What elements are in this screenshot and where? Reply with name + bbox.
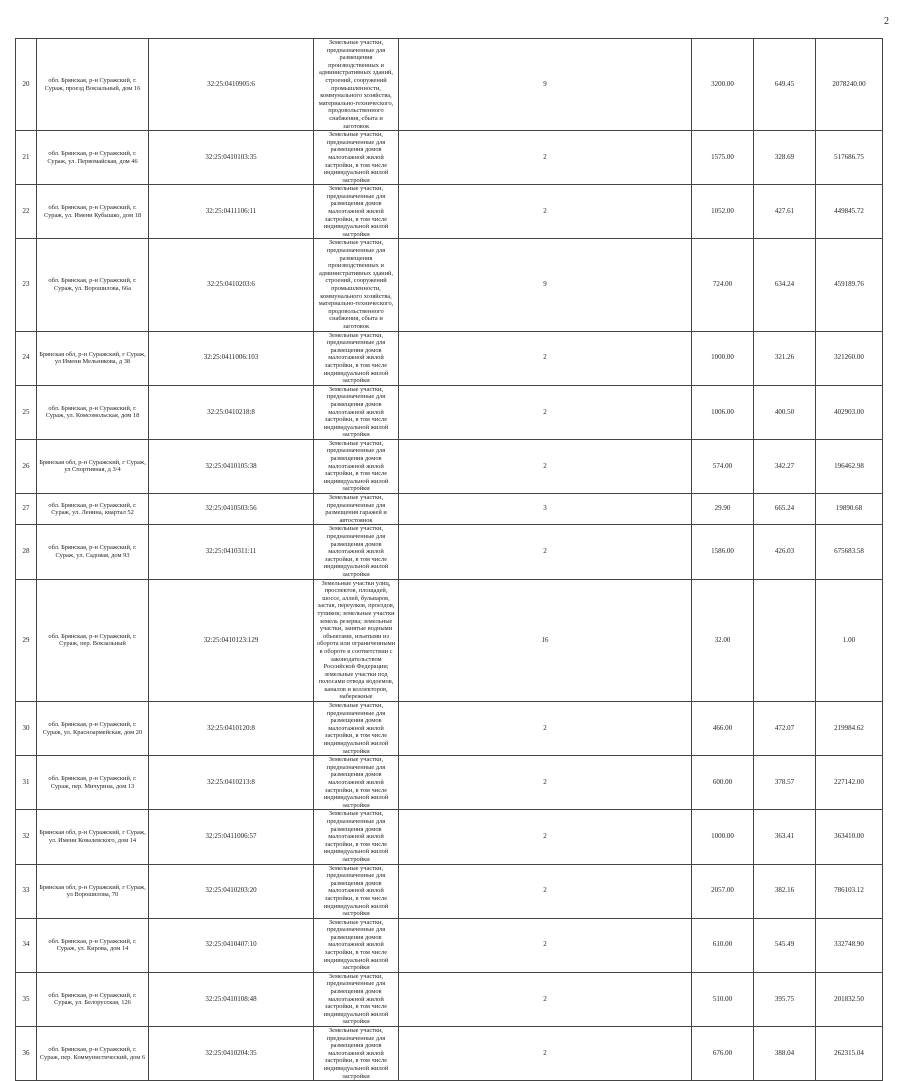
specific-value-cell: 382.16	[754, 864, 816, 918]
specific-value-cell: 363.41	[754, 810, 816, 864]
address-cell: Брянская обл, р-н Суражский, г Сураж, ул. Имени Ковалевского, дом 14	[37, 810, 149, 864]
table-row	[16, 239, 883, 331]
address-cell: Брянская обл, р-н Суражский, г Сураж, ул Имени Мельникова, д 38	[37, 331, 149, 385]
address-cell: обл. Брянская, р-н Суражский, г. Сураж, пер. Вокзальный	[37, 579, 149, 702]
cadastral-number-cell: 32:25:0410108:48	[149, 972, 314, 1026]
group-cell: 2	[399, 439, 692, 493]
area-cell: 1575.00	[692, 131, 754, 185]
specific-value-cell: 634.24	[754, 239, 816, 331]
row-number-cell: 26	[16, 439, 37, 493]
group-cell: 2	[399, 810, 692, 864]
address-cell: обл. Брянская, р-н Суражский, г. Сураж, ул. Ленина, квартал 52	[37, 494, 149, 525]
address-cell: Брянская обл, р-н Суражский, г Сураж, ул Ворошилова, 70	[37, 864, 149, 918]
cadastral-value-cell: 196462.98	[816, 439, 883, 493]
cadastral-number-cell: 32:25:0410103:35	[149, 131, 314, 185]
table-body	[16, 39, 883, 1081]
cadastral-number-cell: 32:25:0410503:56	[149, 494, 314, 525]
row-number-cell: 30	[16, 702, 37, 756]
area-cell: 1000.00	[692, 810, 754, 864]
table-row	[16, 385, 883, 439]
cadastral-number-cell: 32:25:0410203:20	[149, 864, 314, 918]
land-use-cell: Земельные участки улиц, проспектов, площадей, шоссе, аллей, бульваров, застав, переулков, проездов, тупиков; земельные участки земель резерва; земельные участки, занятые водными объектами, изъятыми из оборота или ограниченными в обороте в соответствии с законодательством Российской Федерации; земельные участки под полосами отвода водоемов, каналов и коллекторов, набережные	[314, 579, 399, 702]
cadastral-number-cell: 32:25:0410105:38	[149, 439, 314, 493]
table-row	[16, 702, 883, 756]
land-use-cell: Земельные участки, предназначенные для размещения гаражей и автостоянок	[314, 494, 399, 525]
land-use-cell: Земельные участки, предназначенные для размещения производственных и административных зданий, строений, сооружений промышленности, коммунального хозяйства, материально-технического, продовольственного снабжения, сбыта и заготовок	[314, 239, 399, 331]
cadastral-number-cell: 32:25:0410120:8	[149, 702, 314, 756]
cadastral-number-cell: 32:25:0410123:129	[149, 579, 314, 702]
group-cell: 2	[399, 864, 692, 918]
area-cell: 510.00	[692, 972, 754, 1026]
specific-value-cell: 545.49	[754, 918, 816, 972]
area-cell: 32.00	[692, 579, 754, 702]
group-cell: 2	[399, 185, 692, 239]
specific-value-cell: 328.69	[754, 131, 816, 185]
land-use-cell: Земельные участки, предназначенные для размещения домов малоэтажной жилой застройки, в том числе индивидуальной жилой застройки	[314, 185, 399, 239]
row-number-cell: 34	[16, 918, 37, 972]
group-cell: 2	[399, 702, 692, 756]
table-row	[16, 864, 883, 918]
land-use-cell: Земельные участки, предназначенные для размещения домов малоэтажной жилой застройки, в том числе индивидуальной жилой застройки	[314, 331, 399, 385]
group-cell: 9	[399, 39, 692, 131]
table-row	[16, 972, 883, 1026]
area-cell: 1000.00	[692, 331, 754, 385]
table-row	[16, 918, 883, 972]
address-cell: обл. Брянская, р-н Суражский, г. Сураж, ул. Белорусская, 126	[37, 972, 149, 1026]
group-cell: 2	[399, 756, 692, 810]
row-number-cell: 35	[16, 972, 37, 1026]
group-cell: 2	[399, 918, 692, 972]
cadastral-value-cell: 19890.68	[816, 494, 883, 525]
area-cell: 610.00	[692, 918, 754, 972]
table-row	[16, 1027, 883, 1081]
address-cell: обл. Брянская, р-н Суражский, г. Сураж, ул. Садовая, дом 93	[37, 525, 149, 579]
cadastral-value-cell: 227142.00	[816, 756, 883, 810]
area-cell: 1052.00	[692, 185, 754, 239]
address-cell: обл. Брянская, р-н Суражский, г. Сураж, пер. Мичурина, дом 13	[37, 756, 149, 810]
row-number-cell: 31	[16, 756, 37, 810]
page-number: 2	[884, 16, 889, 27]
area-cell: 676.00	[692, 1027, 754, 1081]
area-cell: 29.90	[692, 494, 754, 525]
address-cell: обл. Брянская, р-н Суражский, г. Сураж, пер. Коммунистический, дом 6	[37, 1027, 149, 1081]
cadastral-value-cell: 1.00	[816, 579, 883, 702]
area-cell: 466.00	[692, 702, 754, 756]
table-row	[16, 579, 883, 702]
group-cell: 3	[399, 494, 692, 525]
cadastral-number-cell: 32:25:0410213:8	[149, 756, 314, 810]
address-cell: Брянская обл, р-н Суражский, г Сураж, ул Спортивная, д 3/4	[37, 439, 149, 493]
row-number-cell: 28	[16, 525, 37, 579]
group-cell: 2	[399, 131, 692, 185]
table-row	[16, 525, 883, 579]
specific-value-cell: 665.24	[754, 494, 816, 525]
cadastral-number-cell: 32:25:0410204:35	[149, 1027, 314, 1081]
group-cell: 9	[399, 239, 692, 331]
group-cell: 2	[399, 525, 692, 579]
row-number-cell: 21	[16, 131, 37, 185]
cadastral-value-cell: 449845.72	[816, 185, 883, 239]
land-use-cell: Земельные участки, предназначенные для размещения домов малоэтажной жилой застройки, в том числе индивидуальной жилой застройки	[314, 525, 399, 579]
table-row	[16, 39, 883, 131]
address-cell: обл. Брянская, р-н Суражский, г. Сураж, ул. Первомайская, дом 46	[37, 131, 149, 185]
cadastral-number-cell: 32:25:0411106:11	[149, 185, 314, 239]
area-cell: 600.00	[692, 756, 754, 810]
row-number-cell: 24	[16, 331, 37, 385]
specific-value-cell: 472.07	[754, 702, 816, 756]
row-number-cell: 36	[16, 1027, 37, 1081]
table-row	[16, 494, 883, 525]
specific-value-cell: 400.50	[754, 385, 816, 439]
specific-value-cell: 388.04	[754, 1027, 816, 1081]
row-number-cell: 23	[16, 239, 37, 331]
row-number-cell: 25	[16, 385, 37, 439]
table-row	[16, 756, 883, 810]
land-use-cell: Земельные участки, предназначенные для размещения домов малоэтажной жилой застройки, в том числе индивидуальной жилой застройки	[314, 810, 399, 864]
cadastral-value-table	[15, 38, 883, 1081]
cadastral-value-cell: 321260.00	[816, 331, 883, 385]
cadastral-value-cell: 402903.00	[816, 385, 883, 439]
cadastral-number-cell: 32:25:0410311:11	[149, 525, 314, 579]
specific-value-cell: 395.75	[754, 972, 816, 1026]
group-cell: 2	[399, 972, 692, 1026]
row-number-cell: 29	[16, 579, 37, 702]
address-cell: обл. Брянская, р-н Суражский, г. Сураж, ул. Ворошилова, 66а	[37, 239, 149, 331]
land-use-cell: Земельные участки, предназначенные для размещения домов малоэтажной жилой застройки, в том числе индивидуальной жилой застройки	[314, 756, 399, 810]
group-cell: 2	[399, 385, 692, 439]
cadastral-number-cell: 32:25:0411006:57	[149, 810, 314, 864]
specific-value-cell: 649.45	[754, 39, 816, 131]
address-cell: обл. Брянская, р-н Суражский, г. Сураж, ул. Комсомольская, дом 18	[37, 385, 149, 439]
cadastral-value-cell: 459189.76	[816, 239, 883, 331]
cadastral-value-cell: 201832.50	[816, 972, 883, 1026]
area-cell: 1006.00	[692, 385, 754, 439]
address-cell: обл. Брянская, р-н Суражский, г. Сураж, проезд Вокзальный, дом 16	[37, 39, 149, 131]
area-cell: 2057.00	[692, 864, 754, 918]
land-use-cell: Земельные участки, предназначенные для размещения домов малоэтажной жилой застройки, в том числе индивидуальной жилой застройки	[314, 972, 399, 1026]
specific-value-cell: 426.03	[754, 525, 816, 579]
cadastral-number-cell: 32:25:0410407:10	[149, 918, 314, 972]
cadastral-value-cell: 363410.00	[816, 810, 883, 864]
land-use-cell: Земельные участки, предназначенные для размещения домов малоэтажной жилой застройки, в том числе индивидуальной жилой застройки	[314, 439, 399, 493]
address-cell: обл. Брянская, р-н Суражский, г. Сураж, ул. Кирова, дом 14	[37, 918, 149, 972]
table-row	[16, 131, 883, 185]
area-cell: 3200.00	[692, 39, 754, 131]
area-cell: 724.00	[692, 239, 754, 331]
group-cell: 2	[399, 331, 692, 385]
land-use-cell: Земельные участки, предназначенные для размещения домов малоэтажной жилой застройки, в том числе индивидуальной жилой застройки	[314, 385, 399, 439]
table-row	[16, 185, 883, 239]
specific-value-cell: 342.27	[754, 439, 816, 493]
land-use-cell: Земельные участки, предназначенные для размещения домов малоэтажной жилой застройки, в том числе индивидуальной жилой застройки	[314, 131, 399, 185]
cadastral-value-cell: 675683.58	[816, 525, 883, 579]
table-row	[16, 439, 883, 493]
specific-value-cell: 427.61	[754, 185, 816, 239]
cadastral-value-cell: 2078240.00	[816, 39, 883, 131]
land-use-cell: Земельные участки, предназначенные для размещения домов малоэтажной жилой застройки, в том числе индивидуальной жилой застройки	[314, 1027, 399, 1081]
row-number-cell: 20	[16, 39, 37, 131]
cadastral-value-cell: 517686.75	[816, 131, 883, 185]
row-number-cell: 33	[16, 864, 37, 918]
cadastral-value-cell: 332748.90	[816, 918, 883, 972]
area-cell: 1586.00	[692, 525, 754, 579]
row-number-cell: 27	[16, 494, 37, 525]
cadastral-number-cell: 32:25:0410203:6	[149, 239, 314, 331]
land-use-cell: Земельные участки, предназначенные для размещения производственных и административных зданий, строений, сооружений промышленности, коммунального хозяйства, материально-технического, продовольственного снабжения, сбыта и заготовок	[314, 39, 399, 131]
specific-value-cell: 321.26	[754, 331, 816, 385]
land-use-cell: Земельные участки, предназначенные для размещения домов малоэтажной жилой застройки, в том числе индивидуальной жилой застройки	[314, 918, 399, 972]
row-number-cell: 32	[16, 810, 37, 864]
cadastral-number-cell: 32:25:0411006:103	[149, 331, 314, 385]
cadastral-value-cell: 219984.62	[816, 702, 883, 756]
land-use-cell: Земельные участки, предназначенные для размещения домов малоэтажной жилой застройки, в том числе индивидуальной жилой застройки	[314, 702, 399, 756]
row-number-cell: 22	[16, 185, 37, 239]
cadastral-value-cell: 786103.12	[816, 864, 883, 918]
cadastral-value-cell: 262315.04	[816, 1027, 883, 1081]
address-cell: обл. Брянская, р-н Суражский, г. Сураж, ул. Красноармейская, дом 20	[37, 702, 149, 756]
land-use-cell: Земельные участки, предназначенные для размещения домов малоэтажной жилой застройки, в том числе индивидуальной жилой застройки	[314, 864, 399, 918]
group-cell: 16	[399, 579, 692, 702]
specific-value-cell: 378.57	[754, 756, 816, 810]
cadastral-number-cell: 32:25:0410218:8	[149, 385, 314, 439]
specific-value-cell	[754, 579, 816, 702]
address-cell: обл. Брянская, р-н Суражский, г. Сураж, ул. Имени Кубышко, дом 18	[37, 185, 149, 239]
table-row	[16, 810, 883, 864]
table-row	[16, 331, 883, 385]
cadastral-number-cell: 32:25:0410905:6	[149, 39, 314, 131]
area-cell: 574.00	[692, 439, 754, 493]
group-cell: 2	[399, 1027, 692, 1081]
